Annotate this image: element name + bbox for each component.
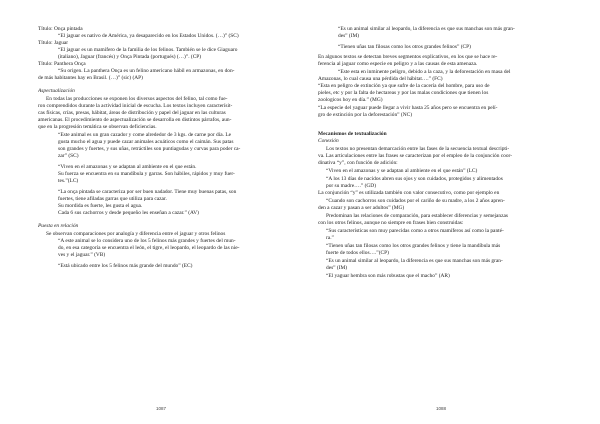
text-line: va. Las articulaciones entre las frases se caracterizan por el empleo de la conjunción coor-: [318, 153, 513, 159]
text-line: “Este esta en inminente peligro, debido a la caza, y la deforestación en masa del: [338, 69, 511, 75]
text-line: Los textos no presentan demarcación entre las fases de la secuencia textual descripti-: [326, 146, 510, 152]
text-line: “Es un animal similar al leopardo, la diferencia es que sus manchas son más gran-: [338, 26, 515, 32]
left-page: [38, 26, 285, 414]
text-line: ra.”: [326, 235, 334, 241]
text-line: “Tienen uñas tan filosas como los otros grandes felinos y tiene la mandíbula más: [326, 243, 501, 249]
text-line: “El jaguar es nativo de América, ya desaparecido en los Estados Unidos. (…)” (SC): [58, 33, 239, 39]
text-line: “Viven en el amazonas y se adaptan al ambiente en el que están.: [58, 164, 197, 170]
text-line: americanas. El procedimiento de aspectualización se desarrolla en distintos párrafos, aun-: [38, 117, 232, 123]
text-line: cas físicas, crías, presas, hábitat, áreas de distribución y papel del jaguar en las culturas: [38, 110, 226, 116]
text-line: fuertes, tiene afiladas garras que utiliza para cazar.: [58, 196, 167, 202]
text-line: “El jaguar es un mamífero de la familia de los felinos. También se le dice Giaguaro: [58, 47, 238, 53]
text-line: con los otros felinos, aunque no siempre en frases bien construidas:: [318, 220, 464, 226]
text-line: Su mordida es fuerte, les gusta el agua.: [58, 203, 143, 209]
text-line: “El yaguar hembra son más robustas que el macho” (AR): [326, 273, 450, 279]
text-line: tes.”(LC): [58, 178, 79, 184]
text-line: fuerte de todos ellos….”(CP): [326, 250, 389, 256]
text-line: des” (IM): [338, 33, 360, 39]
text-line: “Su origen. La panthera Onça es un felino americano hábil en armazonas, en don-: [58, 68, 235, 74]
text-line: pieles, etc y por la falta de hectareas y por las malas condiciones que tienen los: [318, 90, 489, 96]
text-line: por su madre….” (GD): [326, 183, 376, 189]
text-line: “Esta en peligro de extinción ya que sufre de la cacería del hombre, para uso de: [318, 83, 490, 89]
text-line: Cada 6 sus cachorros y desde pequeño les enseñan a cazar.” (AV): [58, 210, 199, 216]
text-line: Título: Panthera Onça: [38, 61, 86, 67]
text-line: ron comprendidos durante la actividad inicial de escucha. Los textos incluyen caracterísit-: [38, 103, 233, 109]
text-line: ves y el jaguar.” (VB): [58, 252, 106, 258]
right-page: [318, 26, 565, 414]
text-line: En todas las producciones se exponen los diversos aspectos del felino, tal como fue-: [46, 96, 228, 102]
text-line: “Tienen uñas tan filosas como los otros grandes felinos” (CP): [338, 44, 471, 50]
section-heading: Mecanismos de textualización: [318, 131, 387, 137]
section-heading: Puesta en relación: [38, 223, 79, 229]
text-line: “A los 13 días de nacidos abren sus ojos y son cuidados, protegidos y alimentados: [326, 176, 503, 182]
text-line: gusta mucho el agua y puede cazar animales acuáticos como el caimán. Sus patas: [58, 139, 234, 145]
text-line: En algunos textos se detectan breves segmentos explicativos, en los que se hace re-: [318, 54, 498, 60]
text-line: “Está ubicado entre los 5 felinos más grande del mundo” (EC): [58, 263, 193, 269]
text-line: que en la progresión temática se observan deficiencias.: [38, 124, 157, 130]
text-line: den a cazar y pasan a ser adultos” (MG): [318, 205, 405, 211]
text-line: Título: Jaguar: [38, 40, 69, 46]
subsection-heading: Conexión: [318, 138, 339, 144]
text-line: “Este animal es un gran cazador y come alrededor de 3 kgs. de carne por día. Le: [58, 132, 232, 138]
text-line: La conjunción “y” es utilizada también con valor consecutivo, como por ejemplo en: [318, 190, 500, 196]
text-line: son grandes y fuertes, y sus uñas, retráctiles son puntiagudas y curvas para poder ca-: [58, 146, 241, 152]
section-heading: Aspectualización: [38, 88, 75, 94]
page-number: 1088: [436, 406, 447, 411]
text-line: dinativa “y”, con función de adición:: [318, 160, 398, 166]
text-line: “Viven en el amazonas y se adaptan al ambiente en el que están” (LC): [326, 168, 478, 174]
text-line: Su fuerza se encuentra en su mandíbula y garras. Son hábiles, rápidos y muy fuer-: [58, 171, 235, 177]
text-line: Amazonas, lo cual causa una pérdida del hábitat….” (FC): [318, 76, 443, 82]
text-line: “Cuando son cachorros son cuidados por el cariño de su madre, a los 2 años apren-: [326, 198, 505, 204]
text-line: (italiano), Jaguar (francés) y Onça Pintada (portugués) (…)”. (CP): [58, 54, 202, 60]
text-line: “La especie del yaguar puede llegar a vivir hasta 25 años pero se encuentra en pelí-: [318, 105, 498, 111]
text-line: Predominan las relaciones de comparación, para establecer diferencias y semejanzas: [326, 213, 508, 219]
text-line: zar” (SC): [58, 153, 79, 159]
text-line: “Sus características son muy parecidas como a otros mamíferos así como la panté-: [326, 228, 504, 234]
text-line: des” (IM): [326, 265, 348, 271]
text-line: zoologicos hoy en día.” (MG): [318, 97, 383, 103]
text-line: Se observan comparaciones por analogía y diferencia entre el jaguar y otros felinos: [46, 231, 226, 237]
text-line: ferencia al jaguar como especie en peligro y a las causas de esta amenaza.: [318, 61, 478, 67]
page-number: 1087: [156, 406, 167, 411]
text-line: “La onça pintada se caracteriza por ser buen nadador. Tiene muy buenas patas, son: [58, 189, 237, 195]
text-line: “Es un animal similar al leopardo, la diferencia es que sus manchas son más gran-: [326, 258, 503, 264]
text-line: de más habitantes hay en Brasil. (…)” (sic) (AP): [38, 75, 143, 81]
text-line: gro de extinción por la deforestación” (NC): [318, 112, 413, 118]
text-line: Título: Onça pintada: [38, 26, 83, 32]
text-line: do, en esa categoría se encuentra el león, el tigre, el leopardo, el leopardo de las nie-: [58, 245, 240, 251]
text-line: “A este animal se lo considera uno de los 5 felinos más grandes y fuertes del mun-: [58, 238, 236, 244]
